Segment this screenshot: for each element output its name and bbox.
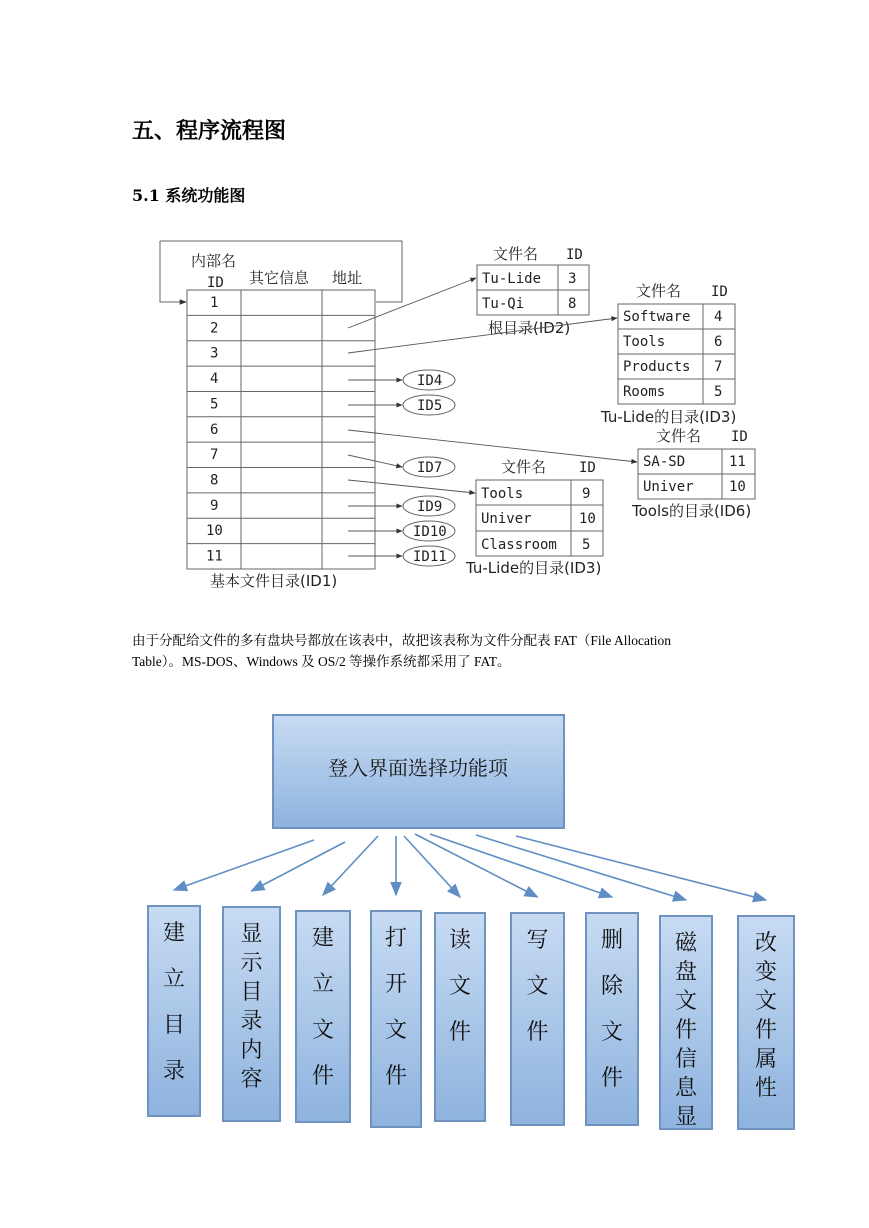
other-info-header: 其它信息 — [249, 269, 310, 287]
fat-row-id: 1 — [210, 295, 219, 311]
pointer-label: ID7 — [417, 460, 443, 476]
tulide-row-id: 5 — [714, 384, 723, 400]
function-box-char: 文 — [526, 974, 549, 999]
fat-row-id: 4 — [210, 371, 219, 388]
flow-arrow — [174, 840, 314, 890]
tools-row-name: Univer — [643, 479, 694, 495]
function-box-char: 件 — [526, 1020, 549, 1045]
tulide-row-id: 4 — [714, 309, 723, 325]
function-box-char: 文 — [311, 1018, 335, 1043]
fat-caption: 基本文件目录(ID1) — [210, 572, 338, 590]
pointer-label: ID11 — [413, 549, 447, 565]
fat-row-id: 6 — [210, 421, 219, 438]
pointer-label: ID5 — [417, 398, 443, 414]
root-caption: 根目录(ID2) — [488, 319, 571, 337]
function-box-char: 立 — [162, 967, 186, 992]
tulide-row-name: Products — [623, 359, 691, 375]
root-row-id: 8 — [568, 296, 577, 312]
function-box-char: 件 — [384, 1064, 408, 1089]
function-box-char: 文 — [448, 974, 472, 999]
function-box-char: 除 — [600, 974, 624, 999]
tulide-col-id: ID — [711, 284, 728, 300]
function-box-char: 目 — [162, 1013, 186, 1038]
function-box-char: 容 — [240, 1067, 263, 1092]
function-box-char: 删 — [600, 928, 624, 953]
function-box-char: 属 — [754, 1047, 778, 1072]
root-row-name: Tu-Lide — [482, 271, 542, 287]
root-function-label: 登入界面选择功能项 — [328, 756, 508, 780]
root-col-name: 文件名 — [493, 245, 539, 263]
function-box-char: 文 — [384, 1018, 408, 1043]
function-box-char: 录 — [162, 1059, 186, 1084]
function-box-char: 建 — [162, 921, 186, 946]
fat-row-id: 5 — [210, 396, 219, 413]
function-box-char: 件 — [311, 1064, 335, 1089]
tuqi-col-name: 文件名 — [501, 458, 547, 476]
pointer-label: ID9 — [417, 499, 443, 515]
address-header: 地址 — [332, 269, 363, 287]
function-box-char: 开 — [384, 972, 408, 997]
function-box-char: 立 — [311, 972, 335, 997]
tulide-row-name: Software — [623, 309, 691, 325]
fat-row-id: 9 — [210, 497, 219, 514]
function-box-char: 示 — [240, 951, 263, 976]
tools-caption: Tools的目录(ID6) — [632, 502, 752, 520]
tools-row-id: 11 — [729, 454, 746, 470]
root-row-id: 3 — [568, 271, 577, 287]
tools-row-id: 10 — [729, 479, 746, 495]
function-box-char: 盘 — [674, 960, 698, 985]
tools-row-name: SA-SD — [643, 454, 686, 470]
function-box-char: 内 — [240, 1038, 263, 1063]
function-box-char: 显 — [674, 1105, 698, 1130]
tools-col-id: ID — [731, 429, 748, 445]
tulide-row-id: 7 — [714, 359, 723, 375]
flow-arrow — [323, 836, 378, 895]
function-box-char: 显 — [240, 922, 263, 947]
function-box-char: 信 — [674, 1047, 698, 1072]
function-box-char: 件 — [674, 1018, 698, 1043]
tuqi-row-name: Classroom — [481, 537, 557, 553]
tuqi-row-id: 10 — [579, 511, 596, 527]
function-box-char: 写 — [526, 928, 549, 953]
tuqi-row-name: Tools — [481, 486, 524, 502]
flow-arrow — [516, 836, 766, 900]
function-box-char: 件 — [600, 1066, 624, 1091]
function-box-char: 变 — [754, 960, 778, 985]
paragraph-line: 由于分配给文件的多有盘块号都放在该表中，故把该表称为文件分配表 FAT（File Allocation — [132, 633, 671, 648]
tuqi-caption: Tu-Lide的目录(ID3) — [466, 559, 602, 577]
flow-arrow — [404, 836, 460, 897]
flow-arrow — [252, 842, 346, 891]
fat-row-id: 11 — [206, 548, 223, 565]
function-flowchart — [0, 700, 869, 1140]
tulide-col-name: 文件名 — [636, 282, 682, 300]
function-box-char: 文 — [754, 989, 778, 1014]
function-box-char: 磁 — [674, 931, 698, 956]
tulide-row-name: Tools — [623, 334, 666, 350]
tuqi-row-id: 9 — [582, 486, 591, 502]
tools-col-name: 文件名 — [656, 427, 702, 445]
root-row-name: Tu-Qi — [482, 296, 525, 312]
function-box-char: 打 — [384, 926, 408, 951]
root-col-id: ID — [566, 247, 583, 263]
paragraph-line: Table）。MS-DOS、Windows 及 OS/2 等操作系统都采用了 FAT。 — [132, 654, 511, 669]
function-box-char: 读 — [448, 928, 472, 953]
id-header: ID — [207, 275, 224, 291]
fat-row-id: 2 — [210, 320, 219, 337]
fat-description — [132, 630, 772, 672]
fat-row-id: 7 — [210, 447, 219, 464]
tuqi-row-name: Univer — [481, 511, 532, 527]
flow-arrow — [430, 834, 612, 897]
subsection-heading: 5.1 系统功能图 — [132, 186, 246, 205]
function-box-char: 建 — [311, 926, 335, 951]
function-box-char: 文 — [600, 1020, 624, 1045]
pointer-label: ID10 — [413, 524, 447, 540]
flow-arrow — [476, 835, 686, 900]
function-box-char: 录 — [240, 1009, 263, 1034]
function-box-char: 文 — [674, 989, 698, 1014]
function-box-char: 息 — [674, 1076, 698, 1101]
tuqi-row-id: 5 — [582, 537, 591, 553]
tulide-row-name: Rooms — [623, 384, 666, 400]
fat-row-id: 3 — [210, 345, 219, 362]
function-box-char: 件 — [754, 1018, 778, 1043]
function-box-char: 件 — [448, 1020, 472, 1045]
function-box-char: 目 — [240, 980, 263, 1005]
function-box-char: 改 — [754, 931, 778, 956]
fat-row-id: 10 — [206, 523, 223, 540]
inner-name-header: 内部名 — [191, 252, 237, 270]
tuqi-col-id: ID — [579, 460, 596, 476]
section-heading: 五、程序流程图 — [132, 118, 287, 144]
function-box-char: 性 — [754, 1076, 778, 1101]
fat-row-id: 8 — [210, 472, 219, 489]
pointer-label: ID4 — [417, 373, 443, 389]
tulide-caption: Tu-Lide的目录(ID3) — [601, 408, 737, 426]
tulide-row-id: 6 — [714, 334, 723, 350]
